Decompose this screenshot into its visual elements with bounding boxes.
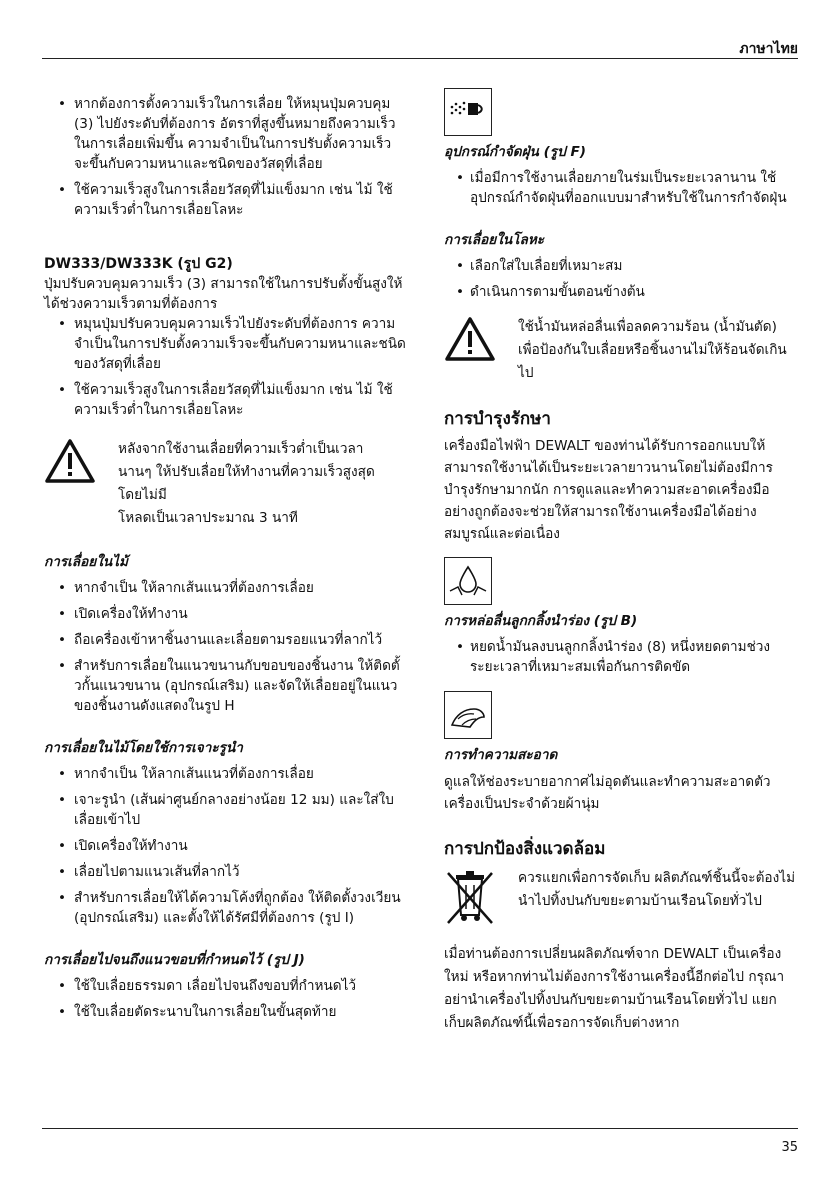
metal-list (444, 256, 796, 302)
list-item: • ใช้ใบเลื่อยตัดระนาบในการเลื่อยในขั้นสุดท้าย (44, 1002, 406, 1022)
warning-icon (444, 316, 496, 362)
footer-rule (42, 1128, 798, 1129)
list-item: • เจาะรูนำ (เส้นผ่าศูนย์กลางอย่างน้อย 12 มม) และใส่ใบเลื่อยเข้าไป (44, 790, 406, 830)
list-item: • สำหรับการเลื่อยในแนวขนานกับขอบของชิ้นงาน ให้ติดตั้วกั้นแนวขนาน (อุปกรณ์เสริม) และจัดให้เลื่อยอยู่ในแนวของชิ้นงานดังแสดงในรูป H (44, 656, 406, 716)
dust-heading: อุปกรณ์กำจัดฝุ่น (รูป F) (444, 144, 586, 160)
oil-drop-icon (444, 557, 492, 605)
list-item: • หยดน้ำมันลงบนลูกกลิ้งนำร่อง (8) หนึ่งหยดตามช่วงระยะเวลาที่เหมาะสมเพื่อกันการติดขัด (444, 637, 796, 677)
weee-notice (444, 867, 796, 925)
list-item: • เลือกใส่ใบเลื่อยที่เหมาะสม (444, 256, 796, 276)
dust-extraction-icon (444, 88, 492, 136)
wood-list (44, 578, 406, 716)
list-item: • หากจำเป็น ให้ลากเส้นแนวที่ต้องการเลื่อย (44, 578, 406, 598)
list-item: • เลื่อยไปตามแนวเส้นที่ลากไว้ (44, 862, 406, 882)
dw333-text: ปุ่มปรับควบคุมความเร็ว (3) สามารถใช้ในการปรับตั้งขั้นสูงให้ได้ช่วงความเร็วตามที่ต้องการ (44, 276, 403, 312)
list-item: • เปิดเครื่องให้ทำงาน (44, 604, 406, 624)
environment-heading: การปกป้องสิ่งแวดล้อม (444, 839, 606, 859)
dust-list (444, 168, 796, 208)
warning-line: หลังจากใช้งานเลื่อยที่ความเร็วต่ำเป็นเวลา (118, 441, 364, 457)
speed-list (44, 94, 406, 220)
language-label: ภาษาไทย (739, 41, 798, 57)
speed-warning (44, 438, 406, 530)
list-item: • ถือเครื่องเข้าหาชิ้นงานและเลื่อยตามรอยแนวที่ลากไว้ (44, 630, 406, 650)
dw333-list (44, 314, 406, 420)
cleaning-text: ดูแลให้ช่องระบายอากาศไม่อุดตันและทำความสะอาดตัวเครื่องเป็นประจำด้วยผ้านุ่ม (444, 774, 771, 812)
warning-line: โหลดเป็นเวลาประมาณ 3 นาที (118, 510, 298, 526)
list-item: • หมุนปุ่มปรับควบคุมความเร็วไปยังระดับที่ต้องการ ความจำเป็นในการปรับตั้งความเร็วจะขึ้นกับความหนาและชนิดของวัสดุที่เลื่อย (44, 314, 406, 374)
list-item: • สำหรับการเลื่อยให้ได้ความโค้งที่ถูกต้อง ให้ติดตั้งวงเวียน (อุปกรณ์เสริม) และตั้งให้ได้รัศมีที่ต้องการ (รูป I) (44, 888, 406, 928)
lubrication-list (444, 637, 796, 677)
header-rule (42, 58, 798, 59)
list-item: • หากต้องการตั้งความเร็วในการเลื่อย ให้หมุนปุ่มควบคุม (3) ไปยังระดับที่ต้องการ อัตราที่สูงขึ้นหมายถึงความเร็วในการเลื่อยเพิ่มขึ้น ความจำเป็นในการปรับตั้งความเร็วจะขึ้นกับความหนาและชนิดของวัสดุที่เลื่อย (44, 94, 406, 174)
list-item: • หากจำเป็น ให้ลากเส้นแนวที่ต้องการเลื่อย (44, 764, 406, 784)
list-item: • ใช้ความเร็วสูงในการเลื่อยวัสดุที่ไม่แข็งมาก เช่น ไม้ ใช้ความเร็วต่ำในการเลื่อยโลหะ (44, 180, 406, 220)
list-item: • เปิดเครื่องให้ทำงาน (44, 836, 406, 856)
maintenance-text: เครื่องมือไฟฟ้า DEWALT ของท่านได้รับการออกแบบให้สามารถใช้งานได้เป็นระยะเวลายาวนานโดยไม่ต้องมีการบำรุงรักษามากนัก การดูแลและทำความสะอาดเครื่องมืออย่างถูกต้องจะช่วยให้สามารถใช้งานเครื่องมือได้อย่างสมบูรณ์และต่อเนื่อง (444, 438, 773, 542)
list-item: • ใช้ใบเลื่อยธรรมดา เลื่อยไปจนถึงขอบที่กำหนดไว้ (44, 976, 406, 996)
page-number: 35 (781, 1140, 798, 1155)
metal-warning (444, 316, 796, 385)
crossed-bin-icon (444, 867, 496, 925)
list-item: • เมื่อมีการใช้งานเลื่อยภายในร่มเป็นระยะเวลานาน ใช้อุปกรณ์กำจัดฝุ่นที่ออกแบบมาสำหรับใช้ในการกำจัดฝุ่น (444, 168, 796, 208)
flush-list (44, 976, 406, 1022)
wood-heading: การเลื่อยในไม้ (44, 554, 128, 570)
plunge-list (44, 764, 406, 928)
flush-heading: การเลื่อยไปจนถึงแนวขอบที่กำหนดไว้ (รูป J) (44, 952, 305, 968)
list-item: • ดำเนินการตามขั้นตอนข้างต้น (444, 282, 796, 302)
metal-warning-text: ใช้น้ำมันหล่อลื่นเพื่อลดความร้อน (น้ำมันตัด) เพื่อป้องกันใบเลื่อยหรือชิ้นงานไม่ให้ร้อนจัดเกินไป (518, 319, 787, 381)
list-item: • ใช้ความเร็วสูงในการเลื่อยวัสดุที่ไม่แข็งมาก เช่น ไม้ ใช้ความเร็วต่ำในการเลื่อยโลหะ (44, 380, 406, 420)
warning-icon (44, 438, 96, 484)
plunge-heading: การเลื่อยในไม้โดยใช้การเจาะรูนำ (44, 740, 243, 756)
cleaning-heading: การทำความสะอาด (444, 747, 558, 763)
warning-line: โดยไม่มี (118, 487, 167, 503)
environment-text: เมื่อท่านต้องการเปลี่ยนผลิตภัณฑ์จาก DEWALT เป็นเครื่องใหม่ หรือหากท่านไม่ต้องการใช้งานเครื่องนี้อีกต่อไป กรุณาอย่านำเครื่องไปทิ้งปนกับขยะตามบ้านเรือนโดยทั่วไป แยกเก็บผลิตภัณฑ์นี้เพื่อรอการจัดเก็บต่างหาก (444, 946, 785, 1031)
lubrication-heading: การหล่อลื่นลูกกลิ้งนำร่อง (รูป B) (444, 613, 638, 629)
right-column (444, 88, 796, 1035)
metal-heading: การเลื่อยในโลหะ (444, 232, 545, 248)
left-column (44, 94, 406, 1028)
maintenance-heading: การบำรุงรักษา (444, 409, 551, 429)
warning-line: นานๆ ให้ปรับเลื่อยให้ทำงานที่ความเร็วสูงสุด (118, 464, 375, 480)
dw333-heading: DW333/DW333K (รูป G2) (44, 256, 233, 272)
cleaning-cloth-icon (444, 691, 492, 739)
weee-text: ควรแยกเพื่อการจัดเก็บ ผลิตภัณฑ์ชิ้นนี้จะต้องไม่นำไปทิ้งปนกับขยะตามบ้านเรือนโดยทั่วไป (518, 870, 796, 909)
